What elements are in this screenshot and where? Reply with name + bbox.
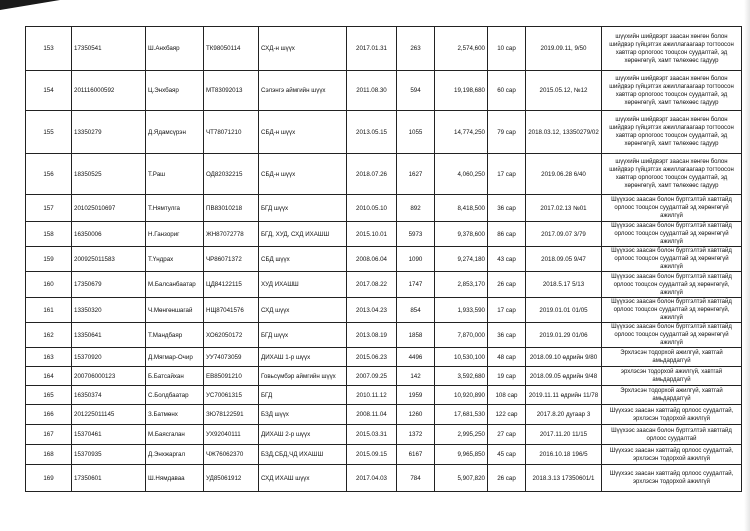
decision-cell: 2018.03.12, 13350279/02 <box>526 111 602 154</box>
term-cell: 108 сар <box>488 386 526 405</box>
register-number-cell: ТК98050114 <box>204 27 259 71</box>
days-count-cell: 6167 <box>397 445 435 465</box>
table-row <box>26 71 742 111</box>
table-row <box>26 247 742 272</box>
amount-cell: 9,965,850 <box>435 445 488 465</box>
table-row <box>26 405 742 425</box>
note-cell: шүүхийн шийдвэрт заасан хөнгөн болон шийдвэр гүйцэтгэх ажиллагаагаар тогтоосон хавтгар орлогоос тооцсон суудалтай, эд хөрөнгөгүй, хамт төлөхөөс гадуур <box>602 154 742 195</box>
case-id-cell: 200925011583 <box>72 247 146 272</box>
court-unit-cell: СБД-н шүүх <box>259 154 347 195</box>
court-unit-cell: БГД, ХУД, СХД ИХАШШ <box>259 222 347 247</box>
amount-cell: 19,198,680 <box>435 71 488 111</box>
table-row <box>26 425 742 445</box>
court-unit-cell: БГД шүүх <box>259 323 347 348</box>
court-unit-cell: ДИХАШ 2-р шүүх <box>259 425 347 445</box>
debtor-name-cell: Д.Ядамсүрэн <box>146 111 204 154</box>
register-number-cell: ЧТ78071210 <box>204 111 259 154</box>
term-cell: 17 сар <box>488 154 526 195</box>
judgment-date-cell: 2017.04.03 <box>347 465 397 492</box>
term-cell: 26 сар <box>488 465 526 492</box>
case-id-cell: 13350279 <box>72 111 146 154</box>
days-count-cell: 1260 <box>397 405 435 425</box>
debtor-name-cell: Т.Мандбаяр <box>146 323 204 348</box>
judgment-date-cell: 2008.06.04 <box>347 247 397 272</box>
judgment-date-cell: 2010.05.10 <box>347 195 397 222</box>
register-number-cell: УХ92040111 <box>204 425 259 445</box>
case-id-cell: 201116000592 <box>72 71 146 111</box>
register-number-cell: ЗЮ78122591 <box>204 405 259 425</box>
term-cell: 79 сар <box>488 111 526 154</box>
note-cell: Шүүхээс заасан болон бүртгэлтэй хавтгайд орлоос тооцсон суудалтай эд хөрөнгөгүй ажилгүй <box>602 247 742 272</box>
table-row <box>26 195 742 222</box>
row-number-cell: 158 <box>26 222 72 247</box>
amount-cell: 10,920,890 <box>435 386 488 405</box>
amount-cell: 9,378,600 <box>435 222 488 247</box>
decision-cell: 2018.3.13 17350601/1 <box>526 465 602 492</box>
term-cell: 48 сар <box>488 348 526 367</box>
note-cell: Шүүхээс заасан хавтгайд орлоос суудалтай, эрхлэсэн тодорхой ажилгүй <box>602 445 742 465</box>
table-row <box>26 27 742 71</box>
decision-cell: 2019.09.11, 9/50 <box>526 27 602 71</box>
term-cell: 36 сар <box>488 195 526 222</box>
case-id-cell: 17350601 <box>72 465 146 492</box>
court-unit-cell: СХД ИХАШ шүүх <box>259 465 347 492</box>
row-number-cell: 156 <box>26 154 72 195</box>
amount-cell: 4,060,250 <box>435 154 488 195</box>
decision-cell: 2019.01.01 01/05 <box>526 298 602 323</box>
row-number-cell: 164 <box>26 367 72 386</box>
table-row <box>26 154 742 195</box>
note-cell: Шүүхээс заасан болон бүртгэлтэй хавтгайд орлоос тооцсон суудалтай эд хөрөнгөгүй, ажилгүй <box>602 298 742 323</box>
term-cell: 10 сар <box>488 27 526 71</box>
register-number-cell: ПВ83010218 <box>204 195 259 222</box>
term-cell: 36 сар <box>488 323 526 348</box>
page-edge-shadow <box>744 0 750 531</box>
decision-cell: 2018.09.05 9/47 <box>526 247 602 272</box>
table-row <box>26 272 742 298</box>
days-count-cell: 263 <box>397 27 435 71</box>
amount-cell: 1,933,590 <box>435 298 488 323</box>
note-cell: Шүүхээс заасан хавтгайд орлоос суудалтай, эрхлэсэн тодорхой ажилгүй <box>602 465 742 492</box>
note-cell: шүүхийн шийдвэрт заасан хөнгөн болон шийдвэр гүйцэтгэх ажиллагаагаар тогтоосон хавтгар орлогоос тооцсон суудалтай, эд хөрөнгөгүй, хамт төлөхөөс гадуур <box>602 71 742 111</box>
term-cell: 26 сар <box>488 272 526 298</box>
days-count-cell: 1090 <box>397 247 435 272</box>
term-cell: 19 сар <box>488 367 526 386</box>
note-cell: Эрхлэсэн тодорхой ажилгүй, хавтгай амьдардаггүй <box>602 348 742 367</box>
judgment-date-cell: 2013.05.15 <box>347 111 397 154</box>
register-number-cell: УС70061315 <box>204 386 259 405</box>
court-unit-cell: ДИХАШ 1-р шүүх <box>259 348 347 367</box>
debtor-name-cell: Б.Батсайхан <box>146 367 204 386</box>
row-number-cell: 169 <box>26 465 72 492</box>
debtor-name-cell: Ш.Анхбаяр <box>146 27 204 71</box>
table-row <box>26 348 742 367</box>
note-cell: шүүхийн шийдвэрт заасан хөнгөн болон шийдвэр гүйцэтгэх ажиллагаагаар тогтоосон хавтгар орлогоос тооцсон суудалтай, эд хөрөнгөгүй, хамт төлөхөөс гадуур <box>602 111 742 154</box>
note-cell: Шүүхээс заасан хавтгайд орлоос суудалтай, эрхлэсэн тодорхой ажилгүй <box>602 405 742 425</box>
decision-cell: 2015.05.12, №12 <box>526 71 602 111</box>
court-unit-cell: СБД шүүх <box>259 247 347 272</box>
note-cell: Шүүхээс заасан болон бүртгэлтэй хавтгайд орлоос суудалтай <box>602 425 742 445</box>
court-unit-cell: БЗД,СБД,ЧД ИХАШШ <box>259 445 347 465</box>
days-count-cell: 1858 <box>397 323 435 348</box>
case-id-cell: 17350679 <box>72 272 146 298</box>
register-number-cell: ЧЖ76062370 <box>204 445 259 465</box>
decision-cell: 2017.8.20 дугаар 3 <box>526 405 602 425</box>
note-cell: шүүхийн шийдвэрт заасан хөнгөн болон шийдвэр гүйцэтгэх ажиллагаагаар тогтоосон хавтгар орлогоос тооцсон суудалтай, эд хөрөнгөгүй, хамт төлөхөөс гадуур <box>602 27 742 71</box>
term-cell: 43 сар <box>488 247 526 272</box>
case-id-cell: 15370920 <box>72 348 146 367</box>
row-number-cell: 153 <box>26 27 72 71</box>
days-count-cell: 784 <box>397 465 435 492</box>
debtor-name-cell: Н.Ганзориг <box>146 222 204 247</box>
judgment-date-cell: 2007.09.25 <box>347 367 397 386</box>
debtor-name-cell: Ч.Мөнгөншагай <box>146 298 204 323</box>
days-count-cell: 854 <box>397 298 435 323</box>
register-number-cell: НЩ87041576 <box>204 298 259 323</box>
row-number-cell: 154 <box>26 71 72 111</box>
register-number-cell: ХО62050172 <box>204 323 259 348</box>
row-number-cell: 155 <box>26 111 72 154</box>
table-row <box>26 386 742 405</box>
judgment-date-cell: 2015.06.23 <box>347 348 397 367</box>
amount-cell: 17,681,530 <box>435 405 488 425</box>
judgment-date-cell: 2011.08.30 <box>347 71 397 111</box>
judgment-date-cell: 2015.09.15 <box>347 445 397 465</box>
decision-cell: 2019.11.11 өдрийн 11/78 <box>526 386 602 405</box>
court-unit-cell: СХД-н шүүх <box>259 27 347 71</box>
register-number-cell: ЧР86071372 <box>204 247 259 272</box>
decision-cell: 2017.09.07 3/79 <box>526 222 602 247</box>
row-number-cell: 166 <box>26 405 72 425</box>
amount-cell: 2,574,600 <box>435 27 488 71</box>
debtor-registry-table <box>25 26 742 492</box>
register-number-cell: ЕВ85091210 <box>204 367 259 386</box>
table-row <box>26 323 742 348</box>
amount-cell: 8,418,500 <box>435 195 488 222</box>
amount-cell: 14,774,250 <box>435 111 488 154</box>
judgment-date-cell: 2013.04.23 <box>347 298 397 323</box>
amount-cell: 10,530,100 <box>435 348 488 367</box>
table-row <box>26 298 742 323</box>
row-number-cell: 161 <box>26 298 72 323</box>
table-row <box>26 111 742 154</box>
decision-cell: 2019.01.29 01/06 <box>526 323 602 348</box>
decision-cell: 2017.02.13 №01 <box>526 195 602 222</box>
case-id-cell: 15370461 <box>72 425 146 445</box>
court-unit-cell: БГД <box>259 386 347 405</box>
debtor-name-cell: Ц.Энхбаяр <box>146 71 204 111</box>
judgment-date-cell: 2013.08.19 <box>347 323 397 348</box>
row-number-cell: 165 <box>26 386 72 405</box>
court-unit-cell: СХД шүүх <box>259 298 347 323</box>
court-unit-cell: БГД шүүх <box>259 195 347 222</box>
amount-cell: 5,907,820 <box>435 465 488 492</box>
term-cell: 17 сар <box>488 298 526 323</box>
term-cell: 60 сар <box>488 71 526 111</box>
debtor-name-cell: Т.Нямтулга <box>146 195 204 222</box>
court-unit-cell: СБД-н шүүх <box>259 111 347 154</box>
row-number-cell: 163 <box>26 348 72 367</box>
judgment-date-cell: 2015.03.31 <box>347 425 397 445</box>
case-id-cell: 13350641 <box>72 323 146 348</box>
case-id-cell: 17350541 <box>72 27 146 71</box>
judgment-date-cell: 2010.11.12 <box>347 386 397 405</box>
register-number-cell: ЦД84122115 <box>204 272 259 298</box>
amount-cell: 3,592,680 <box>435 367 488 386</box>
row-number-cell: 157 <box>26 195 72 222</box>
days-count-cell: 1959 <box>397 386 435 405</box>
debtor-name-cell: С.Болдбаатар <box>146 386 204 405</box>
days-count-cell: 1055 <box>397 111 435 154</box>
days-count-cell: 1372 <box>397 425 435 445</box>
court-unit-cell: Сэлэнгэ аймгийн шүүх <box>259 71 347 111</box>
debtor-name-cell: Т.Раш <box>146 154 204 195</box>
corner-scan-mark <box>0 0 60 10</box>
row-number-cell: 167 <box>26 425 72 445</box>
term-cell: 86 сар <box>488 222 526 247</box>
table-row <box>26 465 742 492</box>
case-id-cell: 201225011145 <box>72 405 146 425</box>
note-cell: Шүүхээс заасан болон бүртгэлтэй хавтгайд орлоос тооцсон суудалтай эд хөрөнгөгүй ажилгүй <box>602 222 742 247</box>
days-count-cell: 4496 <box>397 348 435 367</box>
days-count-cell: 142 <box>397 367 435 386</box>
table-body <box>26 27 742 492</box>
decision-cell: 2017.11.20 11/15 <box>526 425 602 445</box>
days-count-cell: 594 <box>397 71 435 111</box>
judgment-date-cell: 2018.07.26 <box>347 154 397 195</box>
debtor-name-cell: Д.Энхжаргал <box>146 445 204 465</box>
note-cell: эрхлэсэн тодорхой ажилгүй, хавтгай амьдардаггүй <box>602 367 742 386</box>
debtor-name-cell: З.Батмөнх <box>146 405 204 425</box>
case-id-cell: 15370935 <box>72 445 146 465</box>
case-id-cell: 16350374 <box>72 386 146 405</box>
row-number-cell: 168 <box>26 445 72 465</box>
note-cell: Шүүхээс заасан болон бүртгэлтэй хавтгайд орлоос тооцсон суудалтай эд хөрөнгөгүй, ажилгүй <box>602 272 742 298</box>
case-id-cell: 200706000123 <box>72 367 146 386</box>
register-number-cell: ЖН87072778 <box>204 222 259 247</box>
days-count-cell: 1627 <box>397 154 435 195</box>
case-id-cell: 18350525 <box>72 154 146 195</box>
days-count-cell: 1747 <box>397 272 435 298</box>
decision-cell: 2018.09.05 өдрийн 9/48 <box>526 367 602 386</box>
court-unit-cell: Говьсүмбэр аймгийн шүүх <box>259 367 347 386</box>
register-number-cell: УД85061912 <box>204 465 259 492</box>
judgment-date-cell: 2017.08.22 <box>347 272 397 298</box>
register-number-cell: ОД82032215 <box>204 154 259 195</box>
term-cell: 27 сар <box>488 425 526 445</box>
decision-cell: 2016.10.18 196/5 <box>526 445 602 465</box>
debtor-name-cell: Т.Үндрах <box>146 247 204 272</box>
court-unit-cell: БЗД шүүх <box>259 405 347 425</box>
amount-cell: 7,870,000 <box>435 323 488 348</box>
row-number-cell: 162 <box>26 323 72 348</box>
term-cell: 122 сар <box>488 405 526 425</box>
table-row <box>26 222 742 247</box>
table-row <box>26 367 742 386</box>
note-cell: Шүүхээс заасан болон бүртгэлтэй хавтгайд орлоос тооцсон суудалтай эд хөрөнгөгүй ажилгүй <box>602 323 742 348</box>
days-count-cell: 5973 <box>397 222 435 247</box>
debtor-name-cell: Д.Мягмар-Очир <box>146 348 204 367</box>
judgment-date-cell: 2015.10.01 <box>347 222 397 247</box>
debtor-name-cell: М.Балсанбаатар <box>146 272 204 298</box>
days-count-cell: 892 <box>397 195 435 222</box>
note-cell: Шүүхээс заасан болон бүртгэлтэй хавтгайд орлоос тооцсон суудалтай эд хөрөнгөгүй ажилгүй <box>602 195 742 222</box>
court-unit-cell: ХУД ИХАШШ <box>259 272 347 298</box>
case-id-cell: 201025010697 <box>72 195 146 222</box>
table-row <box>26 445 742 465</box>
debtor-name-cell: М.Баясгалан <box>146 425 204 445</box>
row-number-cell: 160 <box>26 272 72 298</box>
amount-cell: 2,853,170 <box>435 272 488 298</box>
case-id-cell: 16350006 <box>72 222 146 247</box>
decision-cell: 2018.5.17 5/13 <box>526 272 602 298</box>
decision-cell: 2018.09.10 өдрийн 9/80 <box>526 348 602 367</box>
decision-cell: 2019.06.28 6/40 <box>526 154 602 195</box>
judgment-date-cell: 2008.11.04 <box>347 405 397 425</box>
amount-cell: 9,274,180 <box>435 247 488 272</box>
judgment-date-cell: 2017.01.31 <box>347 27 397 71</box>
register-number-cell: УУ74073059 <box>204 348 259 367</box>
amount-cell: 2,995,250 <box>435 425 488 445</box>
term-cell: 45 сар <box>488 445 526 465</box>
note-cell: Эрхлэсэн тодорхой ажилгүй, хавтгай амьдардаггүй <box>602 386 742 405</box>
register-number-cell: МТ83092013 <box>204 71 259 111</box>
case-id-cell: 13350320 <box>72 298 146 323</box>
debtor-name-cell: Ш.Нямдаваа <box>146 465 204 492</box>
row-number-cell: 159 <box>26 247 72 272</box>
